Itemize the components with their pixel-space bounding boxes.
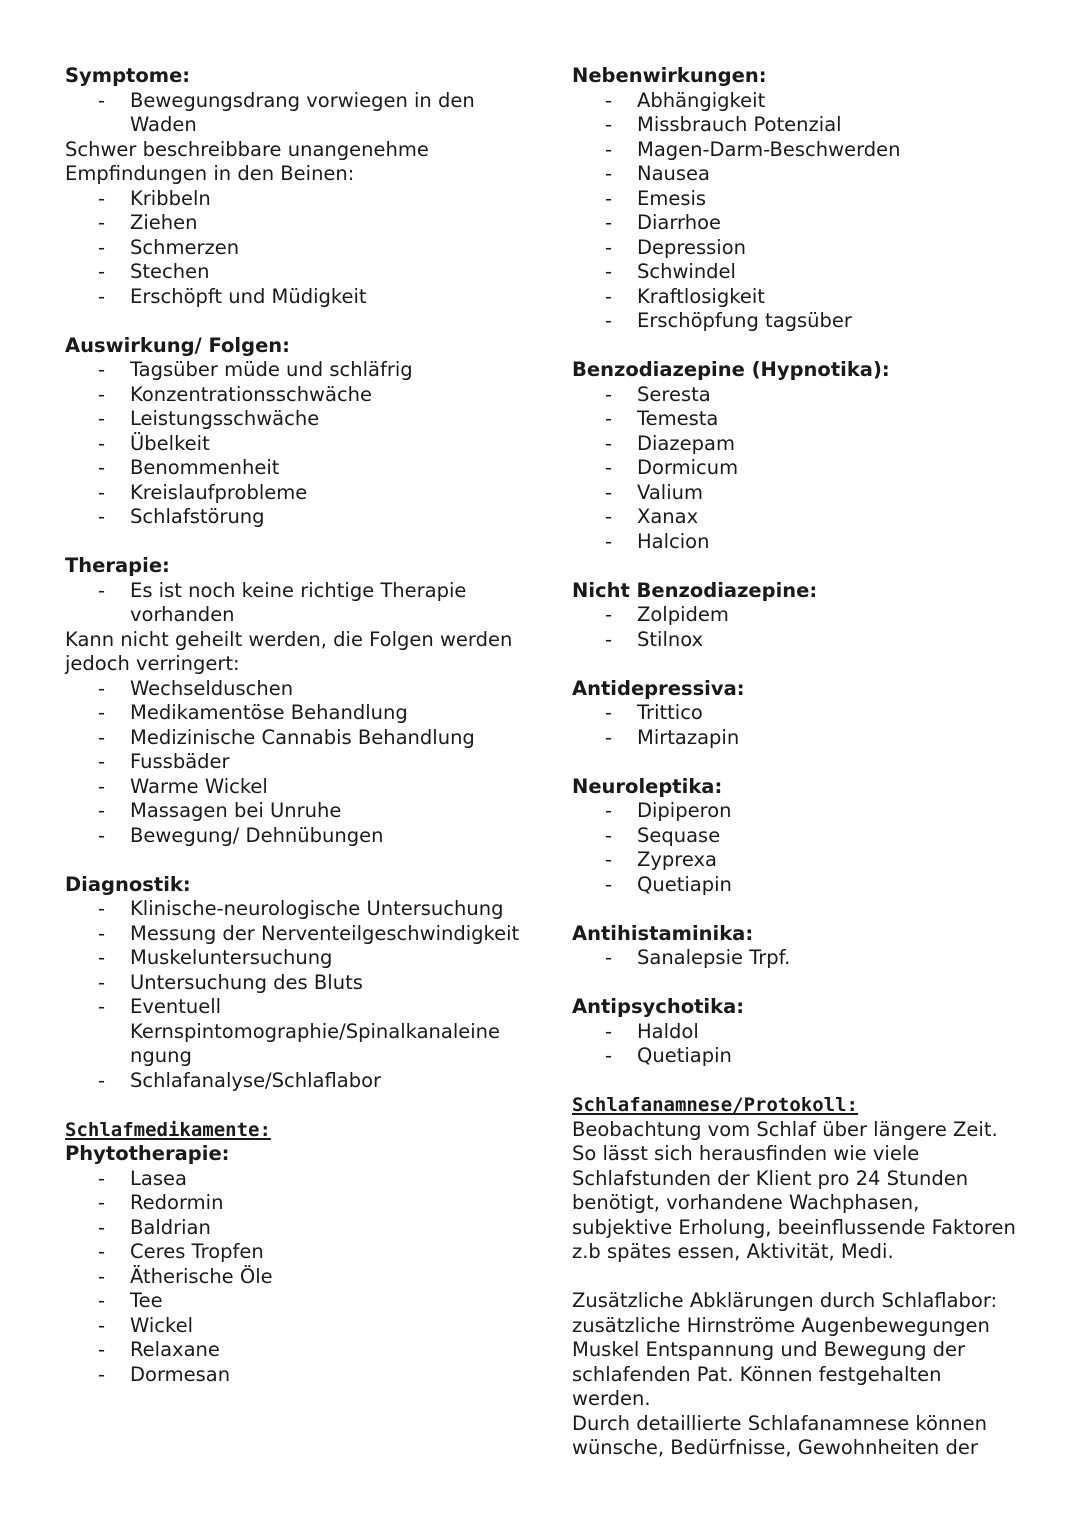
list-item: - Massagen bei Unruhe bbox=[65, 799, 535, 824]
title-schlafmedikamente: Schlafmedikamente: bbox=[65, 1118, 271, 1141]
list-item: - Messung der Nerventeilgeschwindigkeit bbox=[65, 922, 535, 947]
list-item: - Dormesan bbox=[65, 1363, 535, 1388]
heading-antihistaminika: Antihistaminika: bbox=[572, 921, 754, 945]
section-symptome bbox=[65, 64, 535, 309]
list-item: - Erschöpfung tagsüber bbox=[572, 309, 1022, 334]
list-item: - Diarrhoe bbox=[572, 211, 1022, 236]
list-item: - Relaxane bbox=[65, 1338, 535, 1363]
list-item: - Warme Wickel bbox=[65, 775, 535, 800]
list-item: - Sequase bbox=[572, 824, 1022, 849]
list-item: - Lasea bbox=[65, 1167, 535, 1192]
list-item: - Missbrauch Potenzial bbox=[572, 113, 1022, 138]
list-item: - Stechen bbox=[65, 260, 535, 285]
section-neuroleptika bbox=[572, 775, 1022, 898]
section-antipsychotika bbox=[572, 995, 1022, 1069]
list-item: - Untersuchung des Bluts bbox=[65, 971, 535, 996]
list-item: - Schlafanalyse/Schlaflabor bbox=[65, 1069, 535, 1094]
list-antipsychotika bbox=[572, 1020, 1022, 1069]
list-item: - Wechselduschen bbox=[65, 677, 535, 702]
list-item: - Sanalepsie Trpf. bbox=[572, 946, 1022, 971]
section-nicht-benzodiazepine bbox=[572, 579, 1022, 653]
list-item: - Ziehen bbox=[65, 211, 535, 236]
heading-antipsychotika: Antipsychotika: bbox=[572, 995, 745, 1018]
list-item: - Quetiapin bbox=[572, 873, 1022, 898]
list-item: - Ätherische Öle bbox=[65, 1265, 535, 1290]
list-diagnostik bbox=[65, 897, 535, 1093]
list-item: - Trittico bbox=[572, 701, 1022, 726]
list-item: - Bewegung/ Dehnübungen bbox=[65, 824, 535, 849]
list-item: - Medizinische Cannabis Behandlung bbox=[65, 726, 535, 751]
list-item: - Halcion bbox=[572, 530, 1022, 555]
section-therapie bbox=[65, 554, 535, 848]
list-item: - Medikamentöse Behandlung bbox=[65, 701, 535, 726]
list-nicht-benzodiazepine bbox=[572, 603, 1022, 652]
list-item: - Muskeluntersuchung bbox=[65, 946, 535, 971]
list-item: - Nausea bbox=[572, 162, 1022, 187]
heading-benzodiazepine: Benzodiazepine (Hypnotika): bbox=[572, 358, 890, 381]
heading-nebenwirkungen: Nebenwirkungen: bbox=[572, 64, 767, 87]
title-schlafanamnese: Schlafanamnese/Protokoll: bbox=[572, 1094, 858, 1116]
list-antihistaminika bbox=[572, 946, 1022, 971]
list-item: - Tee bbox=[65, 1289, 535, 1314]
list-item: - Fussbäder bbox=[65, 750, 535, 775]
list-item: - Konzentrationsschwäche bbox=[65, 383, 535, 408]
list-symptome-2 bbox=[65, 187, 535, 310]
list-item: - Kraftlosigkeit bbox=[572, 285, 1022, 310]
list-item: - Schwindel bbox=[572, 260, 1022, 285]
section-diagnostik bbox=[65, 873, 535, 1094]
list-item: - Kreislaufprobleme bbox=[65, 481, 535, 506]
list-item: - Benommenheit bbox=[65, 456, 535, 481]
heading-phytotherapie: Phytotherapie: bbox=[65, 1142, 230, 1165]
list-item: - Seresta bbox=[572, 383, 1022, 408]
paragraph-schlafanamnese-3: Durch detaillierte Schlafanamnese können wünsche, Bedürfnisse, Gewohnheiten der bbox=[572, 1411, 987, 1459]
list-therapie-2 bbox=[65, 677, 535, 849]
list-item: - Leistungsschwäche bbox=[65, 407, 535, 432]
list-item: - Magen-Darm-Beschwerden bbox=[572, 138, 1022, 163]
section-antihistaminika bbox=[572, 922, 1022, 971]
left-column bbox=[65, 64, 535, 1387]
paragraph-schlafanamnese-2: Zusätzliche Abklärungen durch Schlaflabor: zusätzliche Hirnströme Augenbewegungen Muskel Entspannung und Bewegung der schlafenden Pat. Können festgehalten werden. bbox=[572, 1289, 998, 1410]
list-item: - Ceres Tropfen bbox=[65, 1240, 535, 1265]
list-item: - Redormin bbox=[65, 1191, 535, 1216]
list-item: - Baldrian bbox=[65, 1216, 535, 1241]
list-therapie-1 bbox=[65, 579, 535, 628]
list-phytotherapie bbox=[65, 1167, 535, 1388]
heading-diagnostik: Diagnostik: bbox=[65, 872, 191, 896]
list-benzodiazepine bbox=[572, 383, 1022, 555]
list-item: - Xanax bbox=[572, 505, 1022, 530]
right-column bbox=[572, 64, 1022, 1461]
heading-nicht-benzodiazepine: Nicht Benzodiazepine: bbox=[572, 578, 818, 602]
section-schlafanamnese bbox=[572, 1093, 1022, 1461]
list-item: - Abhängigkeit bbox=[572, 89, 1022, 114]
list-nebenwirkungen bbox=[572, 89, 1022, 334]
paragraph-therapie: Kann nicht geheilt werden, die Folgen werden jedoch verringert: bbox=[65, 627, 513, 675]
list-item: - Eventuell Kernspintomographie/Spinalkanaleine ngung bbox=[65, 995, 535, 1069]
list-item: - Schlafstörung bbox=[65, 505, 535, 530]
section-nebenwirkungen bbox=[572, 64, 1022, 334]
section-benzodiazepine bbox=[572, 358, 1022, 554]
list-item: - Es ist noch keine richtige Therapie vorhanden bbox=[65, 579, 535, 628]
list-item: - Erschöpft und Müdigkeit bbox=[65, 285, 535, 310]
list-antidepressiva bbox=[572, 701, 1022, 750]
list-item: - Zolpidem bbox=[572, 603, 1022, 628]
list-item: - Tagsüber müde und schläfrig bbox=[65, 358, 535, 383]
list-item: - Zyprexa bbox=[572, 848, 1022, 873]
heading-therapie: Therapie: bbox=[65, 554, 170, 577]
section-auswirkung bbox=[65, 334, 535, 530]
heading-neuroleptika: Neuroleptika: bbox=[572, 774, 723, 798]
list-item: - Dormicum bbox=[572, 456, 1022, 481]
list-item: - Emesis bbox=[572, 187, 1022, 212]
heading-auswirkung: Auswirkung/ Folgen: bbox=[65, 333, 290, 357]
paragraph-schlafanamnese-1: Beobachtung vom Schlaf über längere Zeit. So lässt sich herausfinden wie viele Schlafstunden der Klient pro 24 Stunden benötigt, vorhandene Wachphasen, subjektive Erholung, beeinflussende Faktoren z.b spätes essen, Aktivität, Medi. bbox=[572, 1117, 1016, 1263]
list-neuroleptika bbox=[572, 799, 1022, 897]
list-item: - Dipiperon bbox=[572, 799, 1022, 824]
list-item: - Schmerzen bbox=[65, 236, 535, 261]
list-item: - Kribbeln bbox=[65, 187, 535, 212]
heading-antidepressiva: Antidepressiva: bbox=[572, 676, 745, 700]
heading-symptome: Symptome: bbox=[65, 64, 191, 87]
list-item: - Stilnox bbox=[572, 628, 1022, 653]
section-schlafmedikamente bbox=[65, 1118, 535, 1388]
list-item: - Übelkeit bbox=[65, 432, 535, 457]
list-item: - Haldol bbox=[572, 1020, 1022, 1045]
list-item: - Diazepam bbox=[572, 432, 1022, 457]
list-item: - Mirtazapin bbox=[572, 726, 1022, 751]
list-item: - Quetiapin bbox=[572, 1044, 1022, 1069]
list-item: - Klinische-neurologische Untersuchung bbox=[65, 897, 535, 922]
list-item: - Valium bbox=[572, 481, 1022, 506]
paragraph-empfindungen: Schwer beschreibbare unangenehme Empfindungen in den Beinen: bbox=[65, 137, 429, 185]
list-auswirkung bbox=[65, 358, 535, 530]
list-item: - Wickel bbox=[65, 1314, 535, 1339]
list-symptome-1 bbox=[65, 89, 535, 138]
list-item: - Depression bbox=[572, 236, 1022, 261]
list-item: - Temesta bbox=[572, 407, 1022, 432]
section-antidepressiva bbox=[572, 677, 1022, 751]
list-item: - Bewegungsdrang vorwiegen in den Waden bbox=[65, 89, 535, 138]
